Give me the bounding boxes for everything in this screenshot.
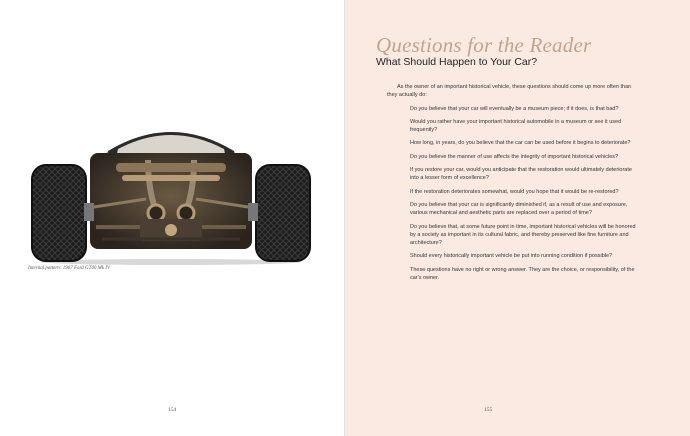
- question: If you restore your car, would you anticipate that the restoration would ultimately deteriorate into a lesser form of excellence?: [410, 167, 632, 182]
- question: If the restoration deteriorates somewhat, would you hope that it would be re-restored?: [410, 188, 619, 195]
- page-heading: Questions for the Reader: [376, 33, 592, 57]
- body-text: [387, 83, 637, 287]
- photo-caption: Internal pattern: 1967 Ford GT40 Mk IV: [28, 266, 111, 271]
- closing-note: These questions have no right or wrong answer. They are the choice, or responsibility, of the car's owner.: [410, 266, 635, 282]
- intro-paragraph: As the owner of an important historical vehicle, these questions should come up more often than they actually do:: [387, 84, 632, 99]
- question: Do you believe the manner of use affects the integrity of important historical vehicles?: [410, 153, 619, 160]
- question: Do you believe that, at some future point in time, important historical vehicles will be honored by a society as important in its cultural fabric, and thereby preserved like fine furniture and architecture?: [410, 223, 636, 247]
- question: Do you believe that your car is significantly diminished if, as a result of use and exposure, various mechanical and aesthetic parts are replaced over a period of time?: [410, 201, 628, 217]
- question: Should every historically important vehicle be put into running condition if possible?: [410, 253, 613, 260]
- page-number-right: 155: [484, 407, 493, 413]
- car-rear-photo: [28, 115, 314, 265]
- page-subheading: What Should Happen to Your Car?: [376, 56, 538, 68]
- question: How long, in years, do you believe that the car can be used before it begins to deteriorate?: [410, 140, 631, 147]
- question: Would you rather have your important historical automobile in a museum or see it used frequently?: [410, 118, 622, 134]
- page-number-left: 154: [168, 407, 177, 413]
- question: Do you believe that your car will eventually be a museum piece; if it does, is that bad?: [410, 105, 619, 112]
